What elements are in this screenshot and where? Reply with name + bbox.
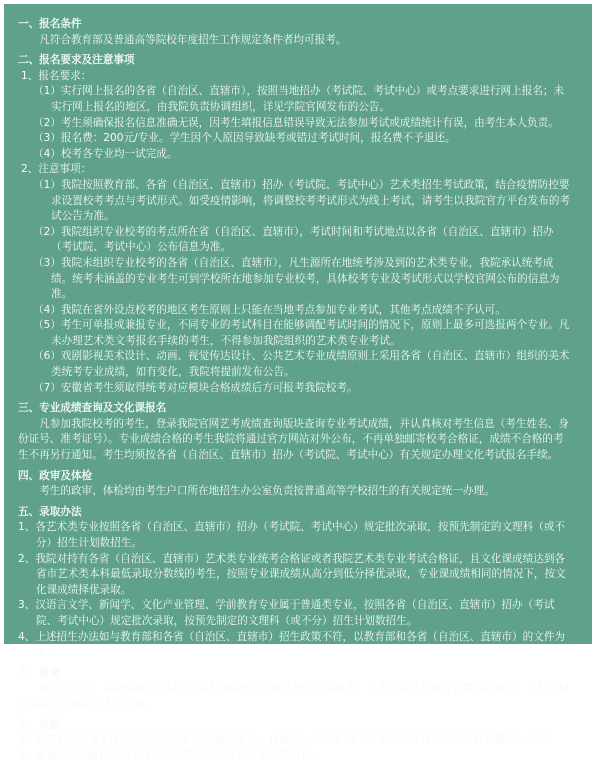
subsection-title: 2、注意事项：	[21, 163, 92, 176]
subsection-title: 1、报名要求：	[21, 69, 92, 82]
section-title: 六、复查	[18, 666, 61, 679]
section-title: 五、录取办法	[18, 505, 82, 518]
list-item: 2、我院对持有各省（自治区、直辖市）艺术类专业统考合格证或者我院艺术类专业考试合格证，且文化课成绩达到各省市艺术类本科最低录取分数线的考生，按照专业课成绩从高分到低分择优录取，专业课成绩相同的情况下，按文化课成绩择优录取。	[18, 552, 566, 596]
list-item: （5）考生可单报或兼报专业，不同专业的考试科目在能够调配考试时间的情况下，原则上最多可选报两个专业。凡未办理艺术类文考报名手续的考生，不得参加我院组织的艺术类专业考试。	[33, 319, 570, 347]
section-title: 二、报名要求及注意事项	[18, 54, 135, 67]
list-item: 3、汉语言文学、新闻学、文化产业管理、学前教育专业属于普通类专业，按照各省（自治区、直辖市）招办（考试院、考试中心）规定批次录取，按预先制定的文理科（或不分）招生计划数招生。	[18, 599, 555, 627]
list-item: （4）我院在省外设点校考的地区考生原则上只能在当地考点参加专业考试，其他考点成绩不予认可。	[33, 303, 506, 316]
list-item: 1、各艺术类专业按照各省（自治区、直辖市）招办（考试院、考试中心）规定批次录取，按预先制定的文理科（或不分）招生计划数招生。	[18, 521, 566, 549]
list-item: （4）校考各专业均一试完成。	[33, 147, 178, 160]
list-item: （1）实行网上报名的各省（自治区、直辖市），按照当地招办（考试院、考试中心）或考点要求进行网上报名；未实行网上报名的地区，由我院负责协调组织，详见学院官网发布的公告。	[33, 85, 565, 113]
list-item: （3）报名费：200元/专业。学生因个人原因导致缺考或错过考试时间，报名费不予退还。	[33, 132, 456, 145]
section-title: 七、其他	[18, 718, 61, 731]
list-item: （6）戏剧影视美术设计、动画、视觉传达设计、公共艺术专业成绩原则上采用各省（自治区、直辖市）组织的美术类统考专业成绩，如有变化，我院将提前发布公告。	[33, 350, 570, 379]
list-item: （7）安徽省考生须取得统考对应模块合格成绩后方可报考我院校考。	[33, 381, 358, 394]
admission-notice	[4, 4, 592, 762]
list-item: 2、本须知最终解释权归天津体育学院运动与文化艺术学院所有。	[18, 749, 322, 762]
list-item: 1、我院具体校考安排将以考试公告的形式进行发布，具体以公告为准,请考生关注我院官方网站及官方微信公众号。	[18, 734, 558, 747]
section-title: 一、报名条件	[18, 18, 82, 30]
section-body: 考生的政审、体检均由考生户口所在地招生办公室负责按普通高等学校招生的有关规定统一办理。	[39, 485, 495, 498]
section-body: 凡参加我院校考的考生，登录我院官网艺考成绩查询版块查询专业考试成绩，并认真核对考生信息（考生姓名、身份证号、准考证号）。专业成绩合格的考生我院将通过官方网站对外公布，不再单独邮寄校考合格证，成绩不合格的考生不再另行通知。考生均须按各省（自治区、直辖市）招办（考试院、考试中心）有关规定办理文化考试报名手续。	[18, 417, 569, 462]
list-item: （1）我院按照教育部、各省（自治区、直辖市）招办（考试院、考试中心）艺术类招生考试政策，结合疫情防控要求设置校考考点与考试形式。如受疫情影响，将调整校考考试形式为线上考试，请考生以我院官方平台发布的考试公告为准。	[33, 178, 571, 223]
section-body: 凡符合教育部及普通高等院校年度招生工作规定条件者均可报考。	[39, 33, 347, 46]
list-item: （3）我院未组织专业校考的各省（自治区、直辖市），凡生源所在地统考涉及到的艺术类专业，我院承认统考成绩。统考未涵盖的专业考生可到学校所在地参加专业校考，具体校考专业及考试形式以学校官网公布的信息为准。	[33, 256, 560, 301]
list-item: 4、上述招生办法如与教育部和各省（自治区、直辖市）招生政策不符，以教育部和各省（自治区、直辖市）的文件为准。	[18, 630, 566, 659]
list-item: （2）我院组织专业校考的考点所在省（自治区、直辖市），考试时间和考试地点以各省（自治区、直辖市）招办（考试院、考试中心）公布信息为准。	[33, 225, 554, 254]
section-title: 四、政审及体检	[18, 469, 93, 482]
section-title: 三、专业成绩查询及文化课报名	[18, 402, 167, 415]
section-body: 新生入学后，我院根据国家招生政策和录取标准对新生进行全面复查。凡不符合条件或存在舞弊现象的，学校有权依照法律法规取消入学资格。	[18, 682, 569, 710]
list-item: （2）考生须确保报名信息准确无误，因考生填报信息错误导致无法参加考试或成绩统计有误，由考生本人负责。	[33, 116, 559, 129]
